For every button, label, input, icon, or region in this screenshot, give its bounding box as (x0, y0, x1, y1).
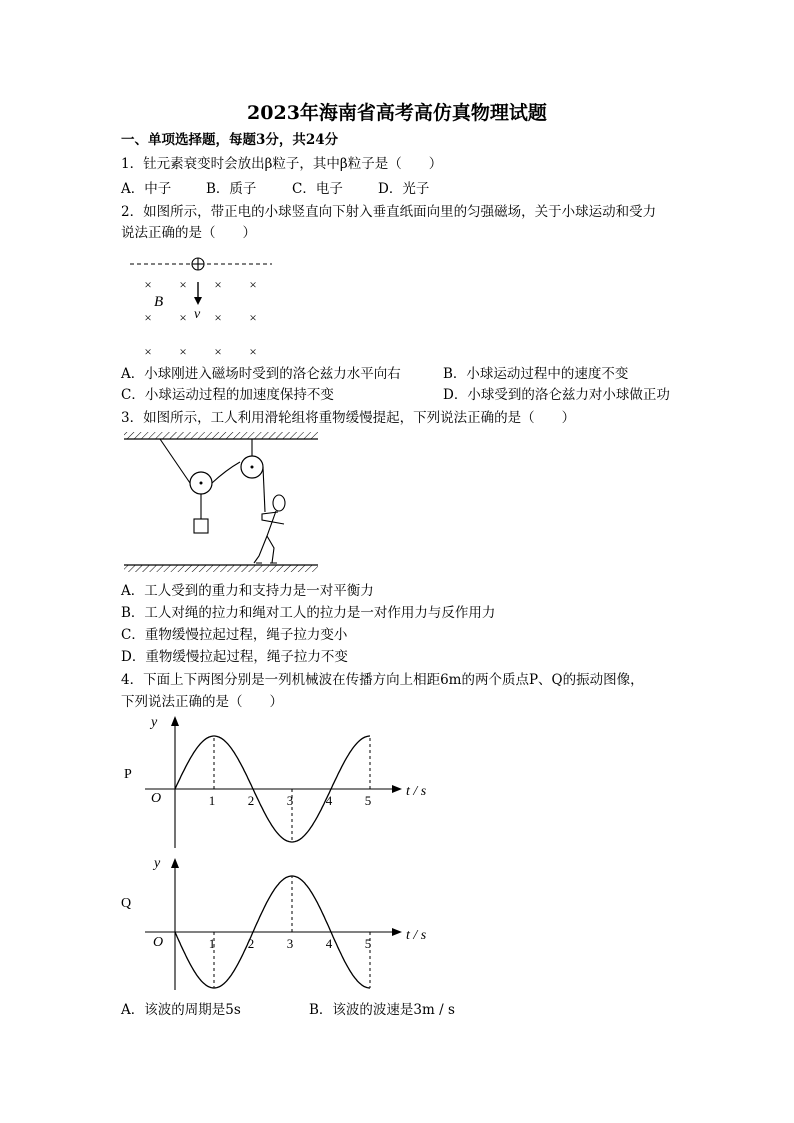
field-cross: × (214, 310, 222, 325)
q2-option-b: B．小球运动过程中的速度不变 (443, 366, 629, 382)
q1-option-a: A．中子 (121, 181, 172, 197)
tick-label: 1 (208, 936, 216, 951)
q2-option-a: A．小球刚进入磁场时受到的洛仑兹力水平向右 (121, 366, 401, 382)
tick-labels-q (209, 936, 372, 951)
x-axis-arrow (392, 928, 402, 936)
q3-option-b: B．工人对绳的拉力和绳对工人的拉力是一对作用力与反作用力 (121, 605, 496, 621)
field-cross: × (179, 277, 187, 292)
tick-label: 3 (286, 936, 294, 951)
field-cross: × (144, 277, 152, 292)
q2-option-c: C．小球运动过程的加速度保持不变 (121, 387, 334, 403)
rope-segment (160, 439, 190, 483)
q4-stem-line1: 4．下面上下两图分别是一列机械波在传播方向上相距6m的两个质点P、Q的振动图像， (121, 672, 644, 688)
q4-option-b: B．该波的波速是3m / s (309, 1002, 455, 1018)
field-label-b: B (154, 294, 164, 310)
sine-curve-p (175, 736, 370, 842)
q4-stem-line2: 下列说法正确的是（ ） (121, 694, 283, 710)
x-axis-arrow (392, 785, 402, 793)
ceiling (124, 432, 318, 439)
origin-label: O (153, 935, 164, 950)
tick-label: 3 (286, 793, 294, 808)
graph-label-q: Q (121, 896, 132, 911)
tick-label: 2 (247, 936, 255, 951)
worker-figure (254, 495, 285, 563)
velocity-label-v: v (194, 307, 201, 322)
field-cross: × (179, 344, 187, 359)
guide-dashes-q (214, 876, 370, 988)
q1-option-d: D．光子 (378, 181, 430, 197)
tick-label: 2 (247, 793, 255, 808)
q3-option-d: D．重物缓慢拉起过程，绳子拉力不变 (121, 649, 348, 665)
sine-curve-q (175, 876, 370, 988)
y-axis-label: y (151, 715, 158, 730)
q3-option-c: C．重物缓慢拉起过程，绳子拉力变小 (121, 627, 348, 643)
q2-stem-line2: 说法正确的是（ ） (121, 225, 256, 241)
q1-option-c: C．电子 (292, 181, 343, 197)
q3-stem: 3．如图所示，工人利用滑轮组将重物缓慢提起，下列说法正确的是（ ） (121, 410, 576, 426)
q4-option-a: A．该波的周期是5s (121, 1002, 241, 1018)
field-crosses (144, 277, 256, 359)
field-cross: × (214, 344, 222, 359)
y-axis-arrow (171, 858, 179, 868)
y-axis-label: y (154, 856, 161, 871)
weight-box (194, 519, 208, 533)
field-cross: × (144, 310, 152, 325)
tick-label: 4 (325, 793, 333, 808)
tick-labels-p (209, 793, 372, 808)
q2-option-d: D．小球受到的洛仑兹力对小球做正功 (443, 387, 670, 403)
field-cross: × (214, 277, 222, 292)
tick-label: 5 (364, 936, 372, 951)
fixed-pulley (241, 456, 263, 478)
ground (124, 565, 318, 572)
tick-label: 1 (208, 793, 216, 808)
q1-option-b: B．质子 (206, 181, 257, 197)
section-heading: 一、单项选择题，每题3分，共24分 (121, 132, 339, 148)
movable-pulley (190, 472, 212, 494)
field-cross: × (144, 344, 152, 359)
x-axis-label: t / s (406, 928, 427, 943)
tick-label: 5 (364, 793, 372, 808)
q1-stem: 1．钍元素衰变时会放出β粒子，其中β粒子是（ ） (121, 156, 443, 172)
tick-label: 4 (325, 936, 333, 951)
positive-charge-icon (192, 258, 204, 270)
q3-option-a: A．工人受到的重力和支持力是一对平衡力 (121, 583, 374, 599)
y-axis-arrow (171, 716, 179, 726)
origin-label: O (151, 791, 162, 806)
rope-segment (263, 467, 265, 512)
rope-segment (212, 462, 240, 483)
q2-stem-line1: 2．如图所示，带正电的小球竖直向下射入垂直纸面向里的匀强磁场，关于小球运动和受力 (121, 204, 657, 220)
field-cross: × (249, 310, 257, 325)
field-cross: × (249, 277, 257, 292)
field-cross: × (179, 310, 187, 325)
velocity-arrow-icon (194, 282, 202, 305)
field-cross: × (249, 344, 257, 359)
graph-label-p: P (124, 767, 132, 782)
x-axis-label: t / s (406, 784, 427, 799)
page-title: 2023年海南省高考高仿真物理试题 (247, 102, 547, 124)
guide-dashes-p (214, 736, 370, 842)
